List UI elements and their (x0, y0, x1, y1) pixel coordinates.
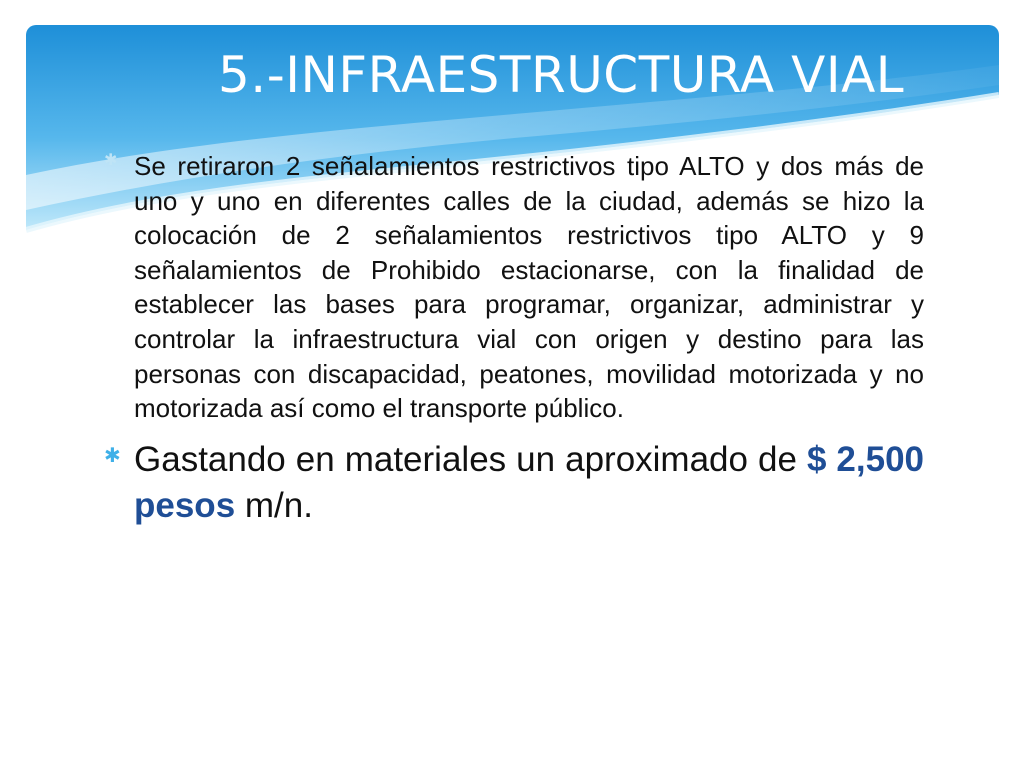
asterisk-bullet-icon: ✱ (104, 442, 121, 467)
bullet-item (104, 437, 924, 529)
bullet-text (134, 437, 924, 529)
amount-highlight: $ 2,500 pesos (134, 439, 924, 525)
bullet-text: Se retiraron 2 señalamientos restrictivos tipo ALTO y dos más de uno y uno en diferentes calles de la ciudad, además se hizo la colocación de 2 señalamientos restrictivos tipo ALTO y 9 señalamientos de Prohibido estacionarse, con la finalidad de establecer las bases para programar, organizar, administrar y controlar la infraestructura vial con origen y destino para las personas con discapacidad, peatones, movilidad motorizada y no motorizada así como el transporte público. (134, 151, 924, 424)
bullet-text-before: Gastando en materiales un aproximado de (134, 439, 807, 479)
bullet-text-after: m/n. (235, 485, 313, 525)
asterisk-bullet-icon: ✱ (104, 150, 118, 169)
bullet-list (104, 149, 924, 529)
slide-title: 5.-INFRAESTRUCTURA VIAL (218, 46, 905, 104)
bullet-item (104, 149, 924, 426)
